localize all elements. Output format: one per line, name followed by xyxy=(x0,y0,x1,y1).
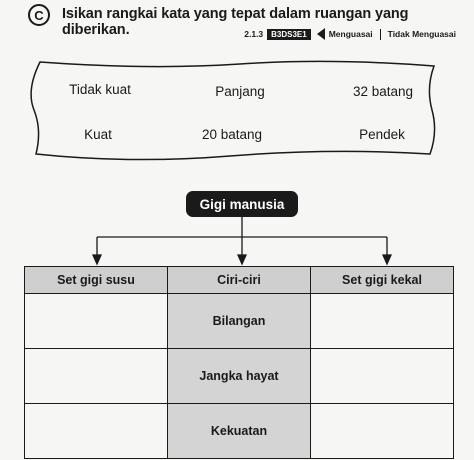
answer-cell-susu-jangka-hayat[interactable] xyxy=(25,349,168,404)
header-set-gigi-susu: Set gigi susu xyxy=(25,267,168,294)
answer-cell-kekal-jangka-hayat[interactable] xyxy=(311,349,454,404)
trait-jangka-hayat: Jangka hayat xyxy=(168,349,311,404)
header-ciri-ciri: Ciri-ciri xyxy=(168,267,311,294)
section-letter: C xyxy=(34,7,44,23)
table-row xyxy=(25,349,454,404)
table-row xyxy=(25,404,454,459)
word-panjang: Panjang xyxy=(215,84,265,99)
answer-cell-kekal-kekuatan[interactable] xyxy=(311,404,454,459)
word-kuat: Kuat xyxy=(84,127,112,142)
word-20-batang: 20 batang xyxy=(201,127,263,142)
mastered-label[interactable]: Menguasai xyxy=(328,29,373,39)
level-code-badge: B3DS3E1 xyxy=(267,29,311,40)
word-tidak-kuat: Tidak kuat xyxy=(69,82,131,97)
answer-cell-susu-kekuatan[interactable] xyxy=(25,404,168,459)
arrow-down-icon xyxy=(93,255,101,264)
diagram-title: Gigi manusia xyxy=(186,191,298,217)
trait-bilangan: Bilangan xyxy=(168,294,311,349)
comparison-table xyxy=(24,266,454,459)
table-row xyxy=(25,294,454,349)
trait-kekuatan: Kekuatan xyxy=(168,404,311,459)
arrow-down-icon xyxy=(238,255,246,264)
table-header-row xyxy=(25,267,454,294)
instruction-text: Isikan rangkai kata yang tepat dalam ruangan yang diberikan. xyxy=(62,6,409,38)
word-pendek: Pendek xyxy=(359,127,405,142)
standard-code: 2.1.3 xyxy=(244,29,264,39)
word-32-batang: 32 batang xyxy=(352,84,414,99)
answer-cell-susu-bilangan[interactable] xyxy=(25,294,168,349)
answer-cell-kekal-bilangan[interactable] xyxy=(311,294,454,349)
header-set-gigi-kekal: Set gigi kekal xyxy=(311,267,454,294)
not-mastered-label[interactable]: Tidak Menguasai xyxy=(387,29,456,39)
arrow-down-icon xyxy=(383,255,391,264)
